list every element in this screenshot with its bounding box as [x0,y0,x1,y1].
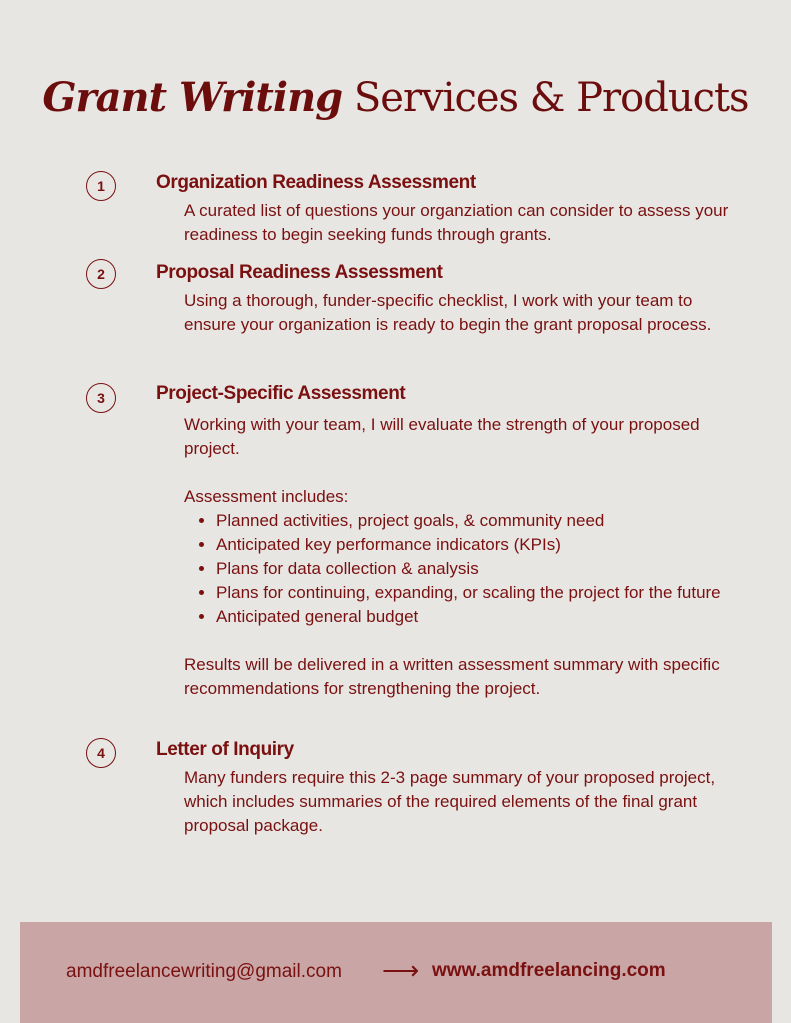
email-link[interactable]: amdfreelancewriting@gmail.com [66,961,342,982]
list-item: • Anticipated general budget [216,605,729,629]
number-badge: 1 [86,171,116,201]
service-title: Project-Specific Assessment [156,383,406,404]
service-title: Organization Readiness Assessment [156,172,476,193]
website-link[interactable]: www.amdfreelancing.com [432,960,666,981]
number-badge: 3 [86,383,116,413]
arrow-right-icon: ⟶ [382,955,420,985]
service-description [184,413,729,701]
list-item: • Planned activities, project goals, & community need [216,509,729,533]
number-badge: 4 [86,738,116,768]
service-title: Letter of Inquiry [156,739,294,760]
page-title-rest: Services & Products [342,75,749,121]
assessment-list [184,509,729,629]
service-text: A curated list of questions your organziation can consider to assess your readiness to begin seeking funds through grants. [184,201,729,244]
list-label: Assessment includes: [184,487,349,506]
service-intro: Working with your team, I will evaluate the strength of your proposed project. [184,415,700,458]
service-title: Proposal Readiness Assessment [156,262,443,283]
number-badge: 2 [86,259,116,289]
list-item: • Plans for continuing, expanding, or scaling the project for the future [216,581,729,605]
service-outro: Results will be delivered in a written assessment summary with specific recommendations for strengthening the project. [184,655,720,698]
page-title-emphasis: Grant Writing [42,74,343,121]
list-item: • Anticipated key performance indicators (KPIs) [216,533,729,557]
contact-footer [20,922,772,1023]
page-title [0,74,791,121]
service-description [184,766,729,838]
service-description [184,199,729,247]
service-description [184,289,729,337]
service-text: Many funders require this 2-3 page summary of your proposed project, which includes summaries of the required elements of the final grant proposal package. [184,768,716,835]
service-text: Using a thorough, funder-specific checklist, I work with your team to ensure your organization is ready to begin the grant proposal process. [184,291,712,334]
list-item: • Plans for data collection & analysis [216,557,729,581]
